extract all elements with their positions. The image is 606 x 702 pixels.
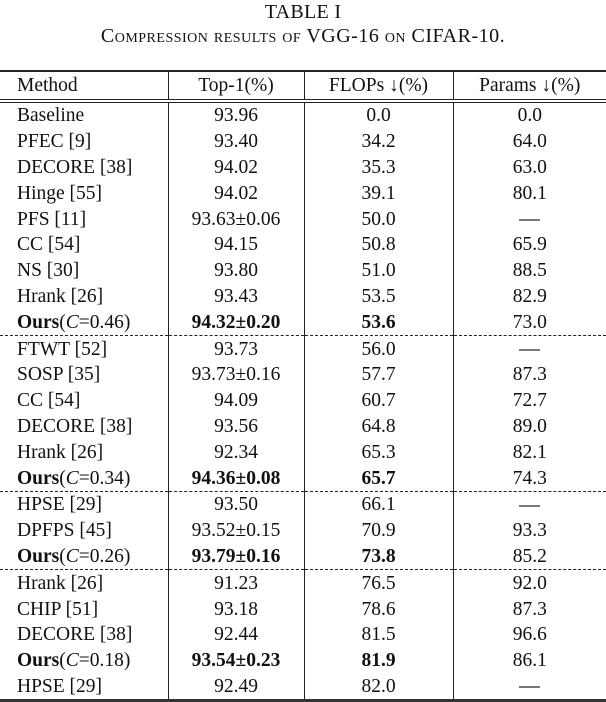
cell-top1: 94.02	[168, 180, 304, 206]
table-row	[0, 465, 606, 491]
cell-method	[0, 648, 168, 674]
cell-method: SOSP [35]	[17, 364, 101, 386]
cell-flops: 64.8	[304, 414, 453, 440]
table-row	[0, 129, 606, 155]
cell-top1: 93.73	[168, 336, 304, 362]
cell-method: Hrank [26]	[17, 441, 104, 463]
cell-flops: 51.0	[304, 258, 453, 284]
cell-params: 93.3	[453, 518, 606, 544]
cell-method: Hrank [26]	[17, 572, 104, 594]
cell-top1: 92.34	[168, 439, 304, 465]
cell-top1: 93.79±0.16	[168, 544, 304, 570]
c-symbol: C	[65, 467, 79, 489]
cell-params: 63.0	[453, 155, 606, 181]
cell-params	[453, 491, 606, 517]
cell-top1: 92.44	[168, 622, 304, 648]
header-row	[0, 71, 606, 101]
cell-top1: 93.43	[168, 284, 304, 310]
table-row	[0, 206, 606, 232]
table-row	[0, 284, 606, 310]
cell-method: Hrank [26]	[17, 285, 104, 307]
cell-flops: 53.5	[304, 284, 453, 310]
cell-params: 96.6	[453, 622, 606, 648]
cell-params	[453, 206, 606, 232]
c-value: =0.26)	[78, 545, 131, 567]
table-row	[0, 336, 606, 362]
cell-method	[0, 465, 168, 491]
cell-params	[453, 336, 606, 362]
ours-label: Ours	[17, 311, 60, 333]
ours-label: Ours	[17, 545, 60, 567]
cell-params: 72.7	[453, 388, 606, 414]
cell-method	[0, 309, 168, 335]
cell-params: 87.3	[453, 596, 606, 622]
cell-method: CHIP [51]	[17, 598, 99, 620]
c-symbol: C	[65, 311, 79, 333]
cell-method: Baseline	[0, 101, 168, 129]
cell-params	[453, 674, 606, 701]
c-value: =0.18)	[78, 650, 131, 672]
cell-flops: 39.1	[304, 180, 453, 206]
cell-top1: 93.54±0.23	[168, 648, 304, 674]
cell-params: 73.0	[453, 309, 606, 335]
compression-results-table	[0, 70, 606, 702]
table-row	[0, 544, 606, 570]
table-row	[0, 596, 606, 622]
cell-top1: 92.49	[168, 674, 304, 701]
cell-flops: 0.0	[304, 101, 453, 129]
cell-flops: 50.0	[304, 206, 453, 232]
cell-params: 65.9	[453, 232, 606, 258]
table-row	[0, 518, 606, 544]
cell-params: 89.0	[453, 414, 606, 440]
cell-flops: 76.5	[304, 570, 453, 596]
table-label: TABLE I	[264, 1, 342, 23]
table-row	[0, 674, 606, 701]
cell-top1: 93.18	[168, 596, 304, 622]
cell-top1: 94.32±0.20	[168, 309, 304, 335]
cell-params: 86.1	[453, 648, 606, 674]
table-row	[0, 258, 606, 284]
cell-top1: 94.02	[168, 155, 304, 181]
cell-params: 87.3	[453, 362, 606, 388]
cell-top1: 93.80	[168, 258, 304, 284]
cell-params: 85.2	[453, 544, 606, 570]
cell-params: 80.1	[453, 180, 606, 206]
table-row	[0, 309, 606, 335]
not-available-dash	[519, 505, 540, 507]
cell-flops: 73.8	[304, 544, 453, 570]
cell-flops: 66.1	[304, 491, 453, 517]
ours-label: Ours	[17, 650, 60, 672]
cell-method: PFS [11]	[17, 208, 87, 230]
cell-flops: 57.7	[304, 362, 453, 388]
cell-flops: 65.3	[304, 439, 453, 465]
cell-method: DECORE [38]	[17, 156, 133, 178]
paren-open: (	[59, 650, 66, 672]
c-value: =0.46)	[78, 311, 131, 333]
cell-method: CC [54]	[17, 234, 81, 256]
header-top1: Top-1(%)	[168, 71, 304, 101]
table-row	[0, 648, 606, 674]
cell-flops: 70.9	[304, 518, 453, 544]
ours-label: Ours	[17, 467, 60, 489]
cell-top1: 93.52±0.15	[168, 518, 304, 544]
cell-top1: 94.09	[168, 388, 304, 414]
cell-top1: 94.15	[168, 232, 304, 258]
cell-top1: 93.56	[168, 414, 304, 440]
cell-top1: 93.50	[168, 491, 304, 517]
cell-method: FTWT [52]	[17, 338, 108, 360]
cell-method: DECORE [38]	[17, 624, 133, 646]
cell-method: DPFPS [45]	[17, 520, 112, 542]
not-available-dash	[519, 349, 540, 351]
table-row	[0, 439, 606, 465]
cell-top1: 93.96	[168, 101, 304, 129]
paren-open: (	[59, 545, 66, 567]
header-params: Params ↓(%)	[453, 71, 606, 101]
cell-flops: 81.5	[304, 622, 453, 648]
cell-method: PFEC [9]	[17, 131, 92, 153]
cell-params: 64.0	[453, 129, 606, 155]
cell-top1: 93.40	[168, 129, 304, 155]
cell-flops: 50.8	[304, 232, 453, 258]
cell-method: HPSE [29]	[0, 674, 168, 701]
cell-method: DECORE [38]	[17, 415, 133, 437]
table-title: Compression results of VGG-16 on CIFAR-10.	[100, 25, 506, 47]
cell-flops: 56.0	[304, 336, 453, 362]
header-flops: FLOPs ↓(%)	[304, 71, 453, 101]
cell-method: Hinge [55]	[17, 182, 103, 204]
cell-params: 88.5	[453, 258, 606, 284]
cell-method	[0, 544, 168, 570]
paren-open: (	[59, 311, 66, 333]
table-row	[0, 155, 606, 181]
cell-method: CC [54]	[17, 390, 81, 412]
cell-flops: 78.6	[304, 596, 453, 622]
c-symbol: C	[65, 545, 79, 567]
cell-flops: 35.3	[304, 155, 453, 181]
table-row	[0, 622, 606, 648]
cell-top1: 93.63±0.06	[168, 206, 304, 232]
cell-top1: 91.23	[168, 570, 304, 596]
table-row	[0, 491, 606, 517]
cell-flops: 82.0	[304, 674, 453, 701]
cell-params: 0.0	[453, 101, 606, 129]
cell-params: 92.0	[453, 570, 606, 596]
header-method: Method	[0, 71, 168, 101]
table-row	[0, 388, 606, 414]
table-row	[0, 101, 606, 129]
cell-params: 74.3	[453, 465, 606, 491]
table-row	[0, 362, 606, 388]
table-row	[0, 232, 606, 258]
table-body	[0, 101, 606, 701]
cell-flops: 65.7	[304, 465, 453, 491]
not-available-dash	[519, 219, 540, 221]
table-row	[0, 180, 606, 206]
cell-top1: 93.73±0.16	[168, 362, 304, 388]
cell-flops: 81.9	[304, 648, 453, 674]
cell-flops: 34.2	[304, 129, 453, 155]
cell-method: HPSE [29]	[17, 494, 103, 516]
cell-params: 82.1	[453, 439, 606, 465]
cell-params: 82.9	[453, 284, 606, 310]
table-row	[0, 570, 606, 596]
cell-method: NS [30]	[17, 260, 80, 282]
not-available-dash	[519, 686, 540, 688]
cell-top1: 94.36±0.08	[168, 465, 304, 491]
c-value: =0.34)	[78, 467, 131, 489]
cell-flops: 53.6	[304, 309, 453, 335]
paren-open: (	[59, 467, 66, 489]
table-row	[0, 414, 606, 440]
cell-flops: 60.7	[304, 388, 453, 414]
c-symbol: C	[65, 650, 79, 672]
